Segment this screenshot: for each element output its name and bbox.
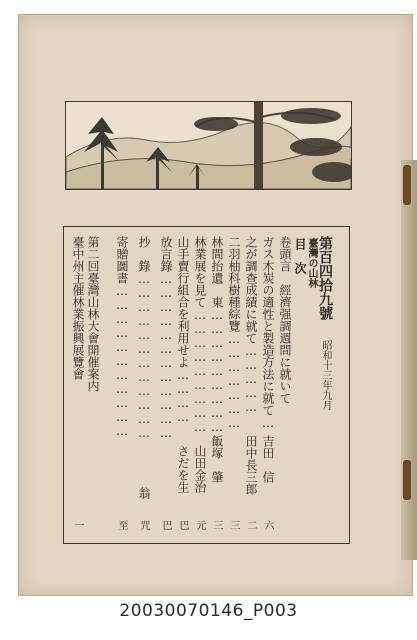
toc-entry-author: 吉田 信 [261, 435, 275, 483]
toc-entry-author: 飯塚 肇 [210, 435, 224, 483]
toc-entry-page: 三 [211, 520, 222, 530]
toc-entry-page: 元 [194, 520, 205, 530]
toc-entry-title: 二羽柚科樹種綜覽………………… [227, 236, 241, 430]
toc-entry-page: 咒 [138, 520, 149, 530]
toc-entry-page: 二 [245, 520, 256, 530]
toc-entry-page: 至 [116, 520, 127, 530]
toc-entry-title: 抄 錄……………………………… [137, 236, 151, 440]
issue-number: 第百四拾九號 [317, 236, 333, 320]
toc-entry-title: 林業展を見て……………………… [193, 236, 207, 434]
toc-entry-title: 寄贈圖書…………………………… [115, 236, 129, 438]
toc-entry-page: 六 [262, 520, 273, 530]
toc-entry-page: 一 [72, 520, 83, 530]
forest-illustration [65, 101, 352, 190]
toc-entry-title: 之が調查成績に就て…………… [244, 236, 258, 414]
toc-entry-page: 三 [228, 520, 239, 530]
magazine-name: 臺灣の山林 [306, 238, 317, 288]
toc-entry-title: 臺中州主催林業振興展覽會 [71, 236, 85, 380]
toc-entry-title: ガス木炭の適性と製造方法に就て… [261, 236, 275, 430]
toc-entry-title: 放言錄……………………………… [159, 236, 173, 440]
toc-entry-author: さだを生 [176, 445, 190, 493]
binding-spine [401, 160, 417, 560]
contents-title: 目 次 [293, 238, 307, 274]
toc-entry-page: 巴 [177, 520, 188, 530]
toc-entry-page: 巴 [160, 520, 171, 530]
staple-marks [401, 160, 417, 560]
toc-entry-title: 第二回臺灣山林大會開催案内 [86, 236, 100, 392]
toc-entry-author: 翁 [137, 487, 151, 499]
image-caption: 20030070146_P003 [119, 601, 298, 621]
toc-entry-title: 山手賣行組合を利用せよ………… [176, 236, 190, 424]
toc-entry-author: 田中長三郎 [244, 435, 258, 495]
issue-date: 昭和十三年九月 [320, 340, 331, 410]
mountain-forest-drawing [66, 102, 351, 189]
toc-entry-author: 山田金治 [193, 445, 207, 493]
toc-entry-title: 卷頭言 經濟强調週間に就いて [278, 236, 292, 404]
toc-entry-title: 林間抬遺 東……………………… [210, 236, 224, 434]
